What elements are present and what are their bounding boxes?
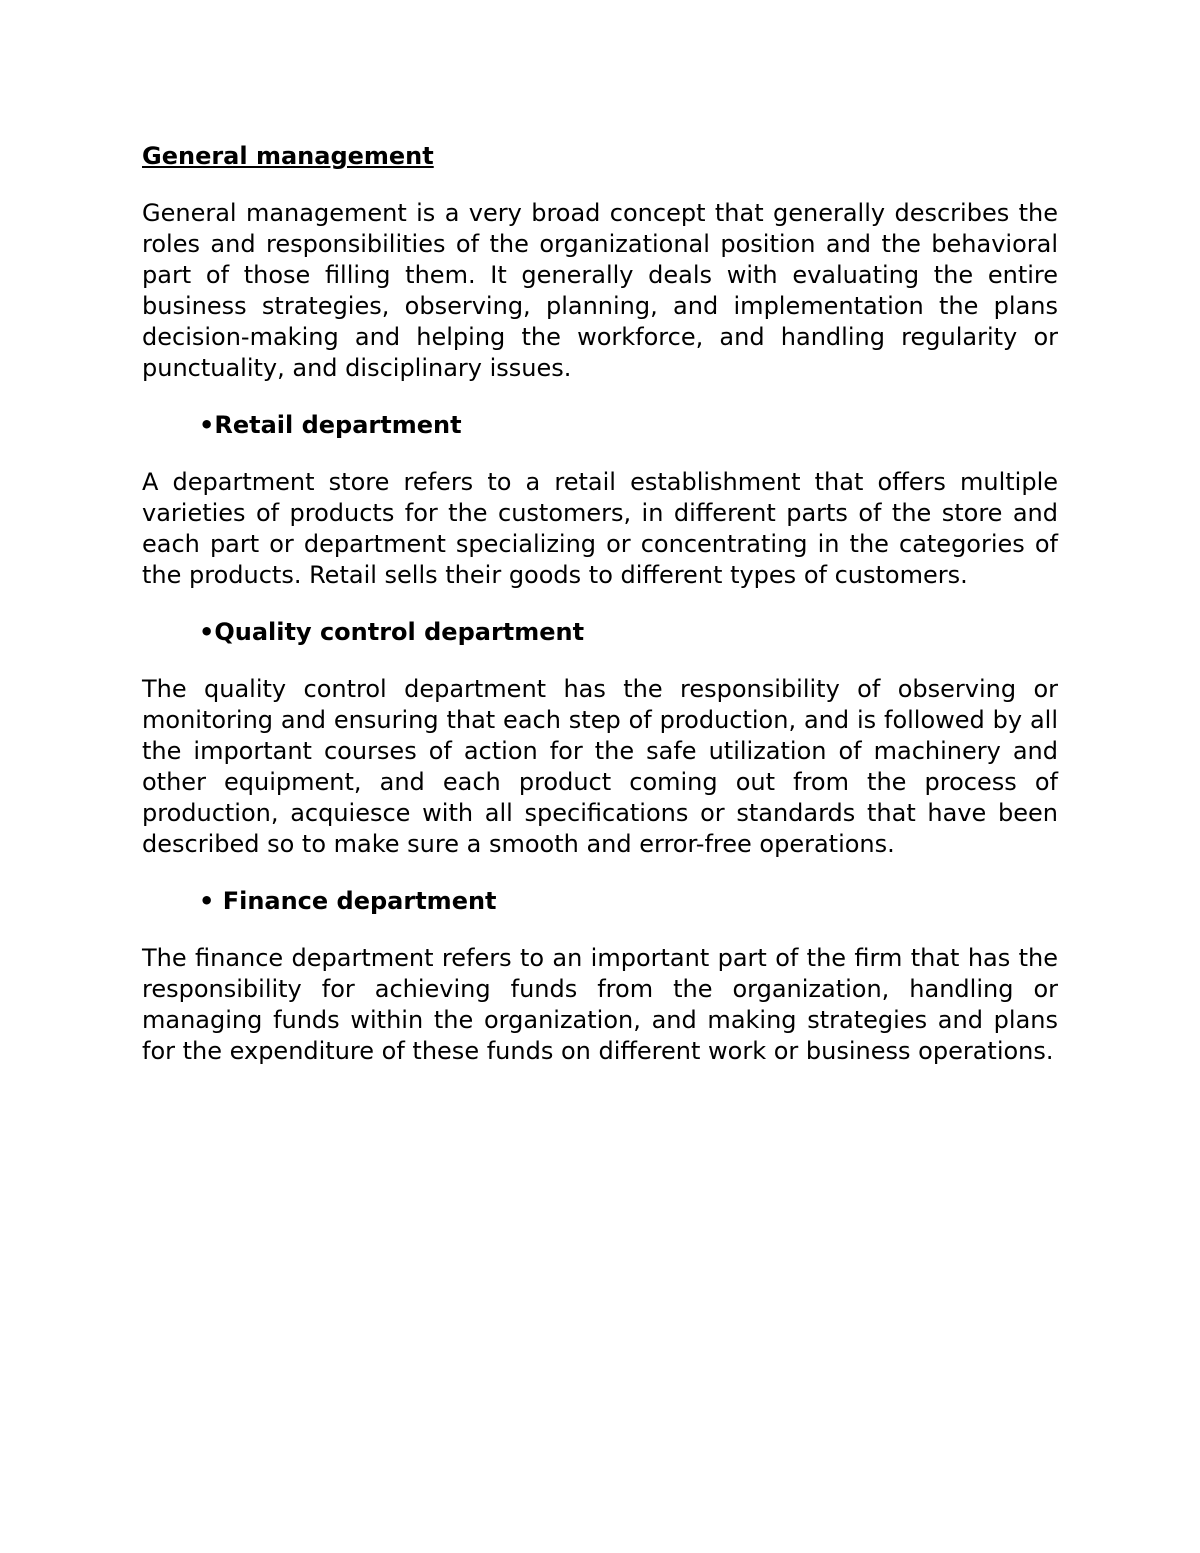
intro-paragraph: General management is a very broad concept that generally describes the roles and responsibilities of the organizational position and the behavioral part of those filling them. It generally deals with evaluating the entire business strategies, observing, planning, and implementation the plans decision-making and helping the workforce, and handling regularity or punctuality, and disciplinary issues.: [142, 199, 1058, 382]
section-body-quality-control: The quality control department has the responsibility of observing or monitoring and ensuring that each step of production, and is followed by all the important courses of action for the safe utilization of machinery and other equipment, and each product coming out from the process of production, acquiesce with all specifications or standards that have been described so to make sure a smooth and error-free operations.: [142, 675, 1058, 858]
page-title: General management: [142, 142, 434, 170]
document-body: [142, 141, 1058, 1067]
section-body-retail: A department store refers to a retail establishment that offers multiple varieties of products for the customers, in different parts of the store and each part or department specializing or concentrating in the categories of the products. Retail sells their goods to different types of customers.: [142, 468, 1058, 589]
section-heading-quality-control: •Quality control department: [199, 618, 585, 646]
section-body-finance: The finance department refers to an important part of the firm that has the responsibility for achieving funds from the organization, handling or managing funds within the organization, and making strategies and plans for the expenditure of these funds on different work or business operations.: [142, 944, 1058, 1065]
section-heading-retail: •Retail department: [199, 411, 462, 439]
section-heading-finance: • Finance department: [199, 887, 497, 915]
